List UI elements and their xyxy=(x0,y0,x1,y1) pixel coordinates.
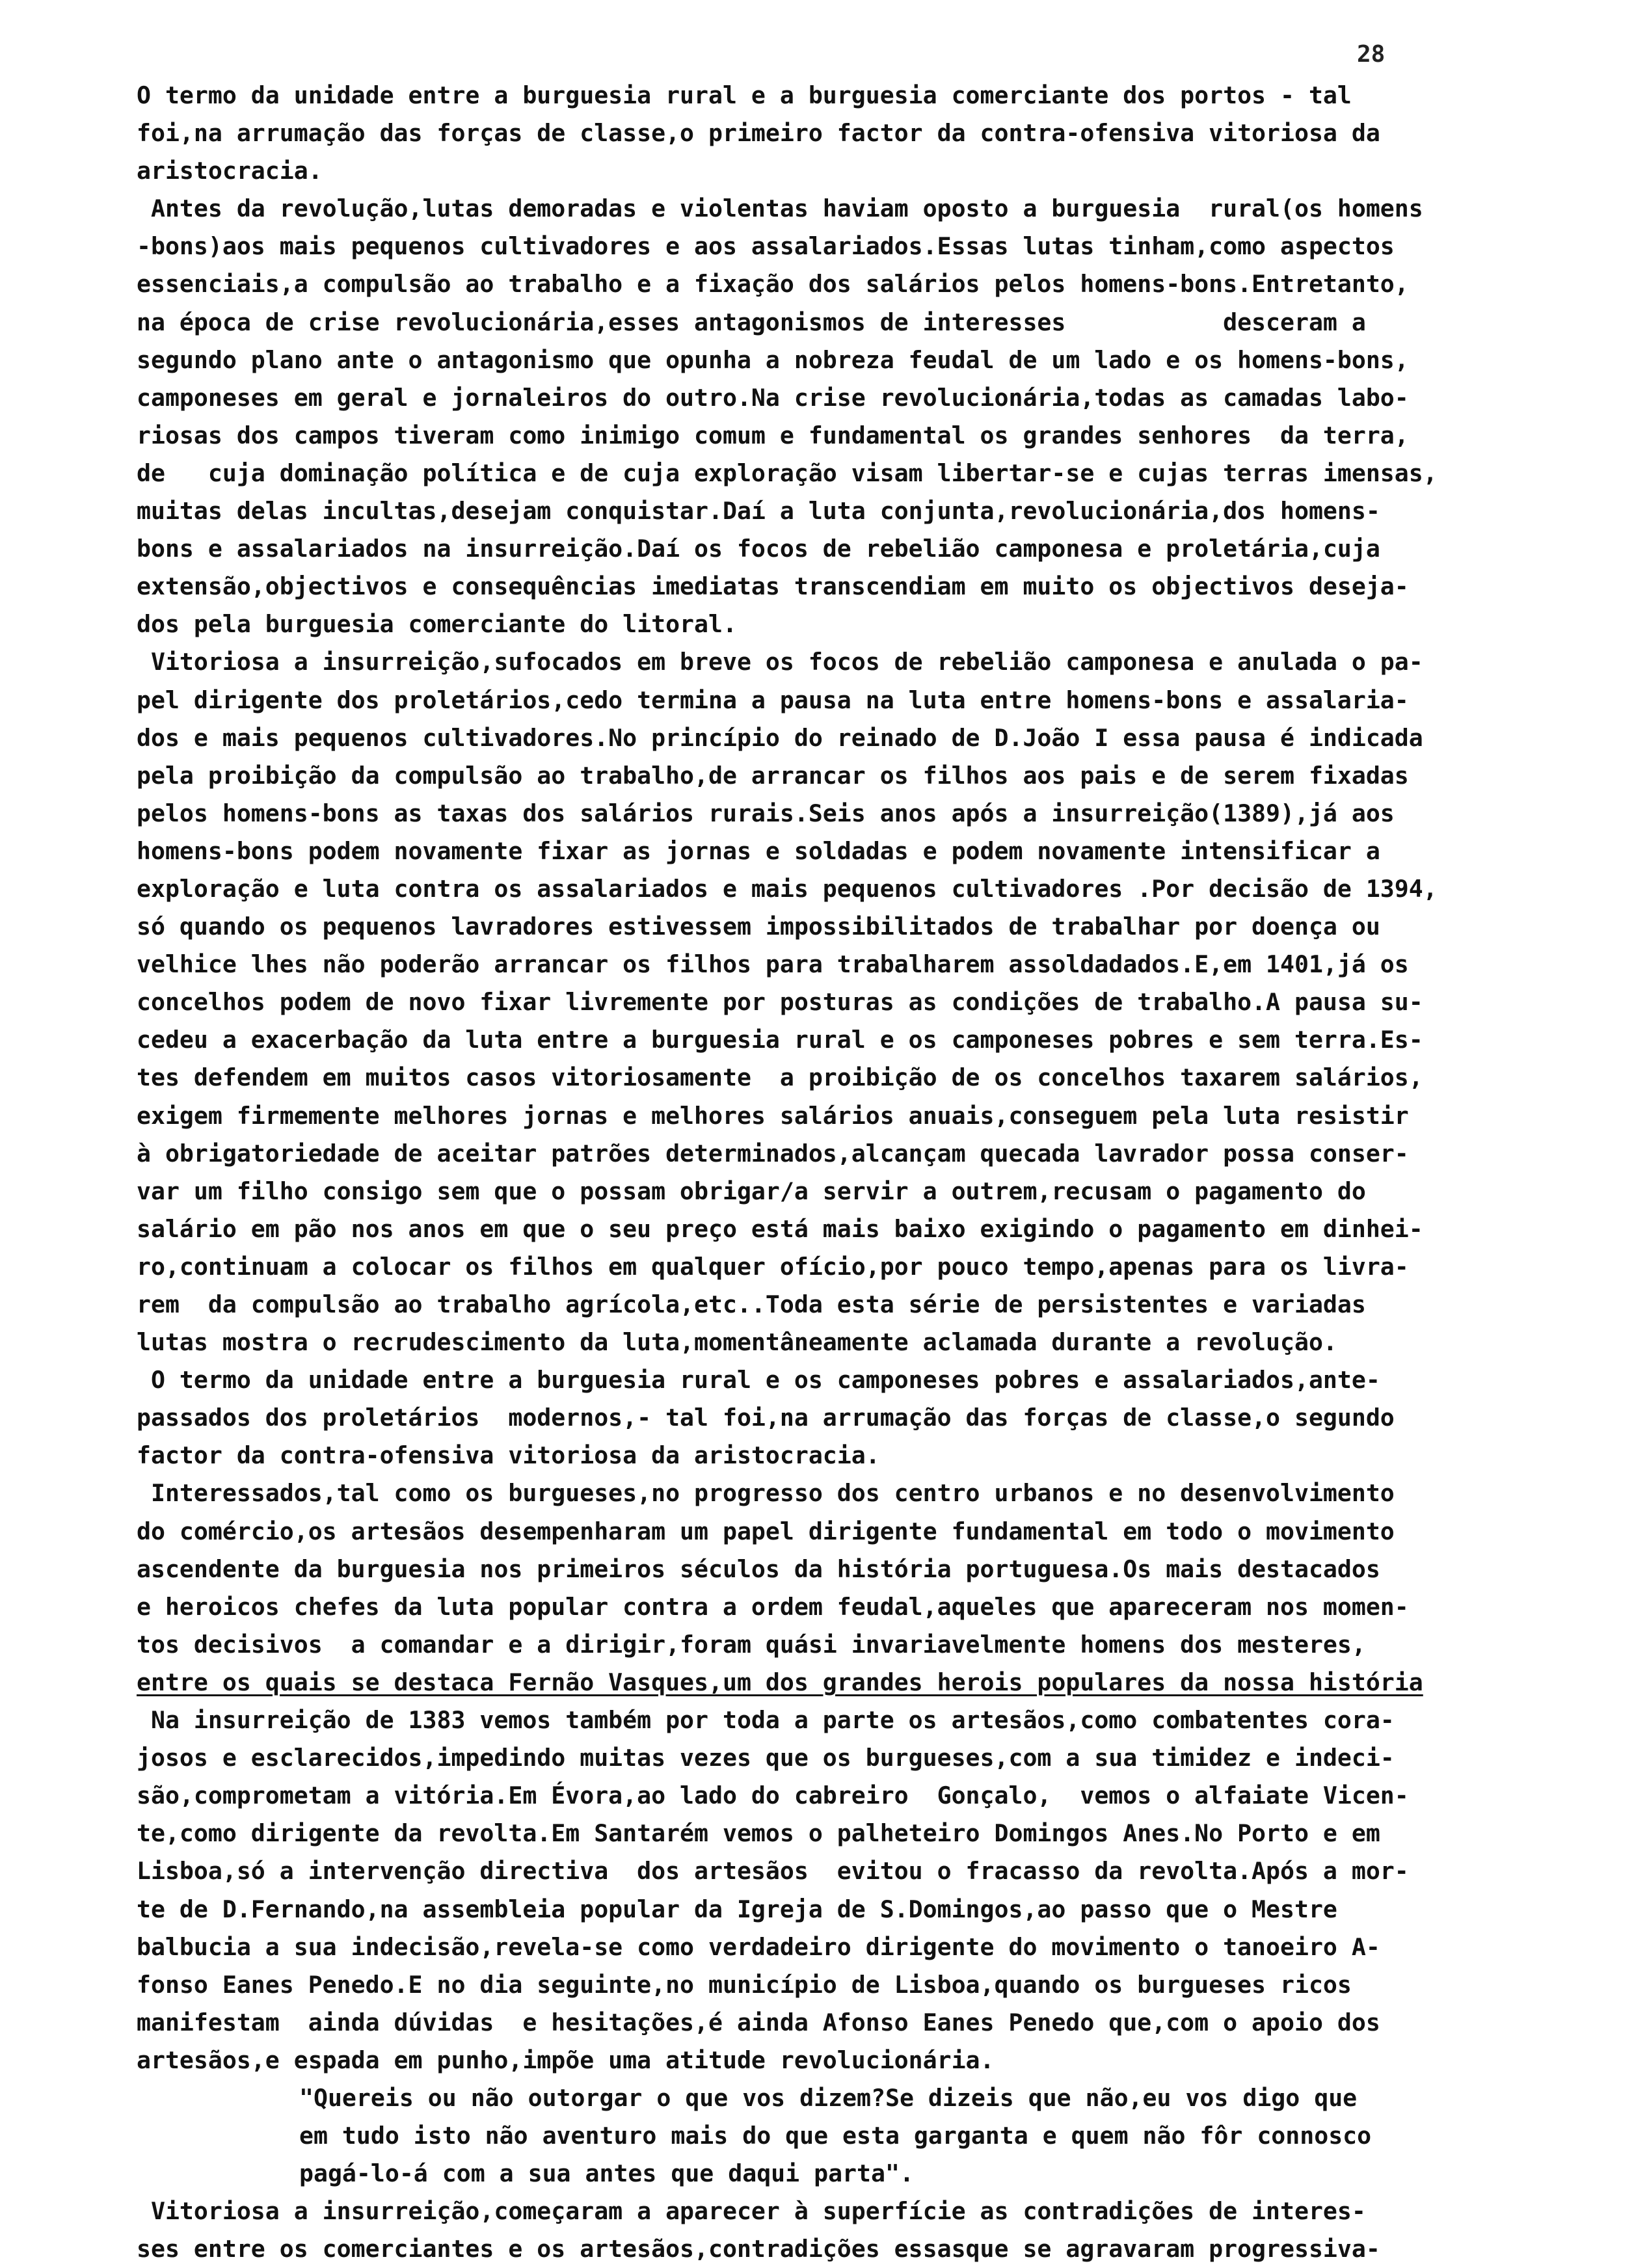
text-line: só quando os pequenos lavradores estivessem impossibilitados de trabalhar por doença ou xyxy=(137,913,1380,941)
text-line: bons e assalariados na insurreição.Daí os focos de rebelião camponesa e proletária,cuja xyxy=(137,535,1380,563)
text-line: camponeses em geral e jornaleiros do outro.Na crise revolucionária,todas as camadas labo- xyxy=(137,383,1409,412)
body-text xyxy=(137,77,1600,2268)
text-line: Interessados,tal como os burgueses,no progresso dos centro urbanos e no desenvolvimento xyxy=(137,1479,1395,1508)
text-line: na época de crise revolucionária,esses antagonismos de interesses desceram a xyxy=(137,308,1366,336)
text-line: lutas mostra o recrudescimento da luta,momentâneamente aclamada durante a revolução. xyxy=(137,1328,1337,1357)
text-line: dos e mais pequenos cultivadores.No princípio do reinado de D.João I essa pausa é indicada xyxy=(137,723,1423,752)
text-line: factor da contra-ofensiva vitoriosa da aristocracia. xyxy=(137,1441,880,1470)
text-line: manifestam ainda dúvidas e hesitações,é ainda Afonso Eanes Penedo que,com o apoio dos xyxy=(137,2008,1380,2036)
text-line: do comércio,os artesãos desempenharam um papel dirigente fundamental em todo o movimento xyxy=(137,1517,1395,1545)
text-line: aristocracia. xyxy=(137,157,323,185)
text-line: ro,continuam a colocar os filhos em qualquer ofício,por pouco tempo,apenas para os livra- xyxy=(137,1252,1409,1281)
text-line: rem da compulsão ao trabalho agrícola,etc..Toda esta série de persistentes e variadas xyxy=(137,1290,1366,1318)
text-line: Antes da revolução,lutas demoradas e violentas haviam oposto a burguesia rural(os homens xyxy=(137,194,1423,223)
text-line: O termo da unidade entre a burguesia rural e a burguesia comerciante dos portos - tal xyxy=(137,81,1352,109)
text-line: homens-bons podem novamente fixar as jornas e soldadas e podem novamente intensificar a xyxy=(137,836,1380,865)
text-line: de cuja dominação política e de cuja exploração visam libertar-se e cujas terras imensas, xyxy=(137,459,1438,487)
text-line: te de D.Fernando,na assembleia popular da Igreja de S.Domingos,ao passo que o Mestre xyxy=(137,1895,1337,1923)
page-number: 28 xyxy=(1357,41,1386,68)
text-line: artesãos,e espada em punho,impõe uma atitude revolucionária. xyxy=(137,2046,995,2074)
paragraph-6 xyxy=(137,1701,1600,2079)
paragraph-2 xyxy=(137,190,1600,643)
text-line: à obrigatoriedade de aceitar patrões determinados,alcançam quecada lavrador possa conser- xyxy=(137,1139,1409,1167)
text-line: O termo da unidade entre a burguesia rural e os camponeses pobres e assalariados,ante- xyxy=(137,1366,1380,1394)
text-line: pel dirigente dos proletários,cedo termina a pausa na luta entre homens-bons e assalaria- xyxy=(137,686,1409,714)
quote-line: pagá-lo-á com a sua antes que daqui parta". xyxy=(299,2159,914,2188)
text-line: Vitoriosa a insurreição,sufocados em breve os focos de rebelião camponesa e anulada o pa- xyxy=(137,648,1423,676)
text-line: balbucia a sua indecisão,revela-se como verdadeiro dirigente do movimento o tanoeiro A- xyxy=(137,1932,1380,1961)
text-line: exploração e luta contra os assalariados e mais pequenos cultivadores .Por decisão de 1394, xyxy=(137,874,1438,903)
text-line: essenciais,a compulsão ao trabalho e a fixação dos salários pelos homens-bons.Entretanto, xyxy=(137,270,1409,299)
text-line: dos pela burguesia comerciante do litoral. xyxy=(137,610,737,639)
text-line: ascendente da burguesia nos primeiros séculos da história portuguesa.Os mais destacados xyxy=(137,1554,1380,1583)
paragraph-4 xyxy=(137,1361,1600,1474)
paragraph-1 xyxy=(137,77,1600,190)
text-line: passados dos proletários modernos,- tal foi,na arrumação das forças de classe,o segundo xyxy=(137,1404,1395,1432)
text-line: concelhos podem de novo fixar livremente por posturas as condições de trabalho.A pausa su- xyxy=(137,988,1423,1017)
block-quote xyxy=(137,2079,1600,2193)
text-line: são,comprometam a vitória.Em Évora,ao lado do cabreiro Gonçalo, vemos o alfaiate Vicen- xyxy=(137,1781,1409,1810)
text-line: tes defendem em muitos casos vitoriosamente a proibição de os concelhos taxarem salários, xyxy=(137,1063,1423,1092)
underlined-text-line: entre os quais se destaca Fernão Vasques,um dos grandes herois populares da nossa história xyxy=(137,1668,1423,1696)
paragraph-3 xyxy=(137,643,1600,1361)
text-line: extensão,objectivos e consequências imediatas transcendiam em muito os objectivos deseja- xyxy=(137,572,1409,601)
text-line: muitas delas incultas,desejam conquistar.Daí a luta conjunta,revolucionária,dos homens- xyxy=(137,497,1380,526)
text-line: var um filho consigo sem que o possam obrigar/a servir a outrem,recusam o pagamento do xyxy=(137,1177,1366,1205)
text-line: tos decisivos a comandar e a dirigir,foram quási invariavelmente homens dos mesteres, xyxy=(137,1630,1366,1659)
text-line: -bons)aos mais pequenos cultivadores e aos assalariados.Essas lutas tinham,como aspectos xyxy=(137,232,1395,261)
text-line: foi,na arrumação das forças de classe,o primeiro factor da contra-ofensiva vitoriosa da xyxy=(137,119,1380,148)
paragraph-5 xyxy=(137,1474,1600,1701)
text-line: segundo plano ante o antagonismo que opunha a nobreza feudal de um lado e os homens-bons, xyxy=(137,345,1409,374)
text-line: cedeu a exacerbação da luta entre a burguesia rural e os camponeses pobres e sem terra.Es- xyxy=(137,1026,1423,1054)
text-line: pela proibição da compulsão ao trabalho,de arrancar os filhos aos pais e de serem fixadas xyxy=(137,761,1409,790)
text-line: salário em pão nos anos em que o seu preço está mais baixo exigindo o pagamento em dinhei- xyxy=(137,1214,1423,1243)
text-line: pelos homens-bons as taxas dos salários rurais.Seis anos após a insurreição(1389),já aos xyxy=(137,799,1395,827)
text-line: josos e esclarecidos,impedindo muitas vezes que os burgueses,com a sua timidez e indeci- xyxy=(137,1744,1395,1772)
text-line: fonso Eanes Penedo.E no dia seguinte,no município de Lisboa,quando os burgueses ricos xyxy=(137,1970,1352,1999)
text-line: velhice lhes não poderão arrancar os filhos para trabalharem assoldadados.E,em 1401,já os xyxy=(137,950,1409,979)
paragraph-7 xyxy=(137,2193,1600,2268)
text-line: ses entre os comerciantes e os artesãos,contradições essasque se agravaram progressiva- xyxy=(137,2235,1380,2263)
text-line: Vitoriosa a insurreição,começaram a aparecer à superfície as contradições de interes- xyxy=(137,2197,1366,2226)
quote-line: em tudo isto não aventuro mais do que esta garganta e quem não fôr connosco xyxy=(299,2122,1372,2150)
text-line: Na insurreição de 1383 vemos também por toda a parte os artesãos,como combatentes cora- xyxy=(137,1706,1395,1735)
text-line: Lisboa,só a intervenção directiva dos artesãos evitou o fracasso da revolta.Após a mor- xyxy=(137,1857,1409,1886)
text-line: e heroicos chefes da luta popular contra a ordem feudal,aqueles que apareceram nos momen- xyxy=(137,1592,1409,1621)
text-line: te,como dirigente da revolta.Em Santarém vemos o palheteiro Domingos Anes.No Porto e em xyxy=(137,1819,1380,1848)
quote-line: "Quereis ou não outorgar o que vos dizem?Se dizeis que não,eu vos digo que xyxy=(299,2083,1358,2112)
text-line: exigem firmemente melhores jornas e melhores salários anuais,conseguem pela luta resistir xyxy=(137,1101,1409,1130)
text-line: riosas dos campos tiveram como inimigo comum e fundamental os grandes senhores da terra, xyxy=(137,421,1409,449)
